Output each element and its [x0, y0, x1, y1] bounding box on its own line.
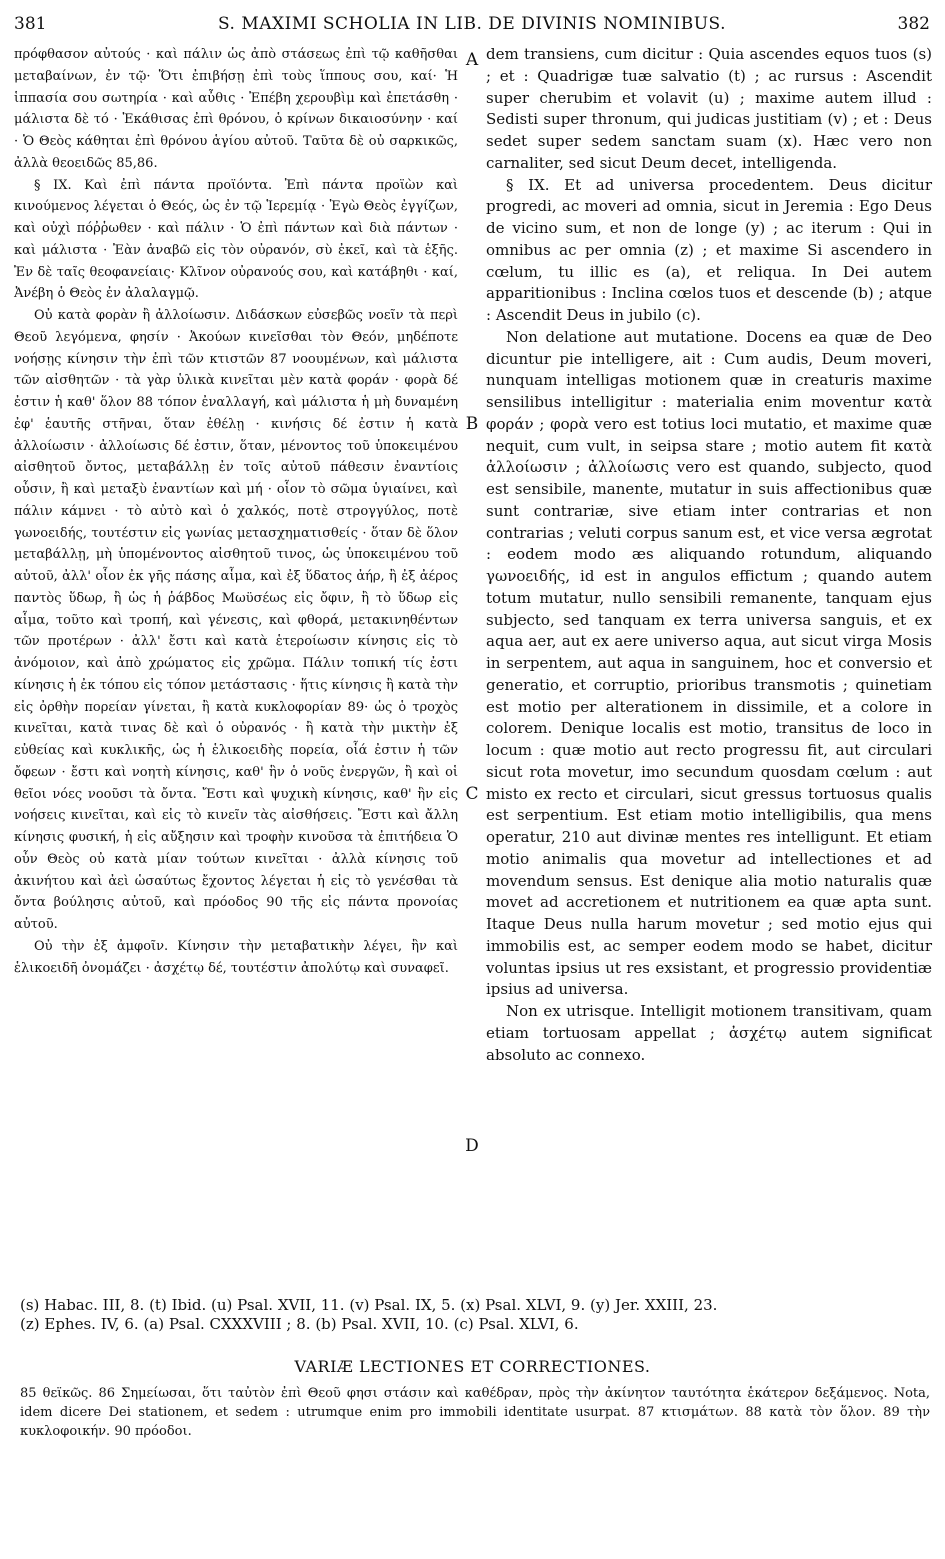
page-number-right: 382 — [897, 14, 930, 34]
margin-letter: D — [465, 1136, 479, 1156]
running-title: S. MAXIMI SCHOLIA IN LIB. DE DIVINIS NOMINIBUS. — [218, 14, 726, 34]
latin-paragraph: dem transiens, cum dicitur : Quia ascendes equos tuos (s) ; et : Quadrigæ tuæ salvatio (t) ; ac rursus : Ascendit super cherubim et volavit (u) ; maxime autem illud : Sedisti super thronum, qui judicas justitiam (v) ; et : Deus sedet super sedem sanctam suam (x). Hæc vero non carnaliter, sed sicut Deum decet, intelligenda. — [486, 45, 932, 172]
margin-letter: A — [465, 50, 479, 70]
variae-text: 85 θεϊκῶς. 86 Σημείωσαι, ὅτι ταὐτὸν ἐπὶ Θεοῦ φησι στάσιν καὶ καθέδραν, πρὸς τὴν ἀκίνητον ταυτότητα ἑκάτερον δεξάμενος. Nota, idem dicere Dei stationem, et sedem : utrumque enim pro immobili identitate usurpat. 87 κτισμάτων. 88 κατὰ τὸν ὅλον. 89 τὴν κυκλοφοικήν. 90 πρόοδοι. — [20, 1386, 930, 1439]
latin-paragraph: Non delatione aut mutatione. Docens ea quæ de Deo dicuntur pie intelligere, ait : Cum audis, Deum moveri, nunquam intelligas motionem quæ in creaturis maxime sensilibus intelligitur : materialia enim moventur κατὰ φοράν ; φορὰ vero est totius loci mutatio, et maxime quæ nequit, cum vult, in seipsa stare ; motio autem fit κατὰ ἀλλοίωσιν ; ἀλλοίωσις vero est quando, subjecto, quod est sensibile, manente, mutatur in suis affectionibus quæ sunt contrariæ, sive etiam inter contrarias et non contrarias ; veluti corpus sanum est, et vice versa ægrotat : eodem modo æs aliquando rotundum, aliquando γωνοειδής, id est in angulos effictum ; quando autem totum mutatur, nullo sensibili remanente, tanquam ejus subjecto, sed tanquam ex terra universa sanguis, et ex aqua aer, aut ex aere universo aqua, aut sicut virga Mosis in serpentem, aut aqua in sanguinem, hoc et conversio et generatio, et corruptio, prioribus transmotis ; quinetiam est motio per alterationem in dissimile, et a colore in colorem. Denique localis est motio, transitus de loco in locum : quæ motio aut recto progressu fit, aut circulari sicut rota movetur, imo secundum quosdam cœlum : aut misto ex recto et circulari, sicut gressus tortuosus qualis est serpentium. Est etiam motio intelligibilis, qua mens operatur, 210 aut divinæ mentes res intelligunt. Et etiam motio animalis qua movetur ad intellectiones et ad movendum sensus. Est denique alia motio naturalis quæ movet ad accretionem et nutritionem ea quæ apta sunt. Itaque Deus nulla harum movetur ; sed motio ejus qui immobilis est, ac semper eodem modo se habet, dicitur voluntas ipsius ut res exsistant, et progressio providentiæ ipsius ad universa. — [486, 327, 932, 999]
greek-paragraph: Οὐ τὴν ἐξ ἀμφοῖν. Κίνησιν τὴν μεταβατικὴν λέγει, ἣν καὶ ἑλικοειδῆ ὀνομάζει · ἀσχέτῳ δέ, τουτέστιν ἀπολύτῳ καὶ συναφεῖ. — [14, 938, 458, 976]
greek-paragraph: Οὐ κατὰ φορὰν ἢ ἀλλοίωσιν. Διδάσκων εὐσεβῶς νοεῖν τὰ περὶ Θεοῦ λεγόμενα, φησίν · Ἀκούων κινεῖσθαι τὸν Θεόν, μηδέποτε νοήσῃς κίνησιν τὴν ἐπὶ τῶν κτιστῶν 87 νοουμένων, καὶ μάλιστα τῶν αἰσθητῶν · τὰ γὰρ ὑλικὰ κινεῖται μὲν κατὰ φοράν · φορὰ δέ ἐστιν ἡ καθ' ὅλον 88 τόπον ἐναλλαγή, καὶ μάλιστα ἡ μὴ δυναμένη ἐφ' ἑαυτῆς στῆναι, ὅταν ἐθέλῃ · κινήσις δέ ἐστιν ἡ κατὰ ἀλλοίωσιν · ἀλλοίωσις δέ ἐστιν, ὅταν, μένοντος τοῦ ὑποκειμένου αἰσθητοῦ ὄντος, μεταβάλλῃ ἐν τοῖς αὐτοῦ πάθεσιν ἐναντίοις οὖσιν, ἢ καὶ μεταξὺ ἐναντίων καὶ μή · οἷον τὸ σῶμα ὑγιαίνει, καὶ πάλιν κάμνει · τὸ αὐτὸ καὶ ὁ χαλκός, ποτὲ στρογγύλος, ποτὲ γωνοειδής, τουτέστιν εἰς γωνίας μετασχηματισθείς · ὅταν δὲ ὅλον μεταβάλλῃ, μὴ ὑπομένοντος αἰσθητοῦ τινος, ὡς ὑποκειμένου τοῦ αὐτοῦ, ἀλλ' οἷον ἐκ γῆς πάσης αἷμα, καὶ ἐξ ὕδατος ἀήρ, ἢ ἐξ ἀέρος παντὸς ὕδωρ, ἢ ὡς ἡ ῥάβδος Μωϋσέως εἰς ὄφιν, ἢ τὸ ὕδωρ εἰς αἷμα, τοῦτο καὶ τροπή, καὶ γένεσις, καὶ φθορά, μετακινηθέντων τῶν προτέρων · ἀλλ' ἔστι καὶ κατὰ ἑτεροίωσιν κίνησις εἰς τὸ ἀνόμοιον, καὶ ἀπὸ χρώματος εἰς χρῶμα. Πάλιν τοπική τίς ἐστι κίνησις ἡ ἐκ τόπου εἰς τόπον μετάστασις · ἥτις κίνησις ἢ κατὰ τὴν εἰς ὀρθὴν πορείαν γίνεται, ἢ κατὰ κυκλοφορίαν 89· ὡς ὁ τροχὸς κινεῖται, κατὰ τινας δὲ καὶ ὁ οὐρανός · ἢ κατὰ τὴν μικτὴν ἐξ εὐθείας καὶ κυκλικῆς, ὡς ἡ ἑλικοειδὴς πορεία, οἷά ἐστιν ἡ τῶν ὄφεων · ἔστι καὶ νοητὴ κίνησις, καθ' ἣν ὁ νοῦς ἐνεργῶν, ἢ καὶ οἱ θεῖοι νόες νοοῦσι τὰ ὄντα. Ἔστι καὶ ψυχικὴ κίνησις, καθ' ἣν εἰς νοήσεις κινεῖται, καὶ εἰς τὸ κινεῖν τὰς αἰσθήσεις. Ἔστι καὶ ἄλλη κίνησις φυσική, ἡ εἰς αὔξησιν καὶ τροφὴν κινοῦσα τὰ ἐπιτήδεια Ὁ οὖν Θεὸς οὐ κατὰ μίαν τούτων κινεῖται · ἀλλὰ κίνησις τοῦ ἀκινήτου καὶ ἀεὶ ὡσαύτως ἔχοντος λέγεται ἡ εἰς τὸ γενέσθαι τὰ ὄντα βούλησις αὐτοῦ, καὶ πρόοδος 90 τῆς εἰς πάντα προνοίας αὐτοῦ. — [14, 308, 458, 932]
greek-column — [14, 44, 458, 979]
latin-paragraph: § IX. Et ad universa procedentem. Deus dicitur progredi, ac moveri ad omnia, sicut in Jeremia : Ego Deus de vicino sum, et non de longe (y) ; ac iterum : Qui in omnibus ac per omnia (z) ; et maxime Si ascendero in cœlum, tu illic es (a), et reliqua. In Dei autem apparitionibus : Inclina cœlos tuos et descende (b) ; atque : Ascendit Deus in jubilo (c). — [486, 175, 932, 324]
footnote-line: (s) Habac. III, 8. (t) Ibid. (u) Psal. XVII, 11. (v) Psal. IX, 5. (x) Psal. XLVI, 9. (y) Jer. XXIII, 23. — [20, 1296, 718, 1314]
footnote-line: (z) Ephes. IV, 6. (a) Psal. CXXXVIII ; 8. (b) Psal. XVII, 10. (c) Psal. XLVI, 6. — [20, 1315, 579, 1333]
footnotes — [20, 1296, 930, 1334]
latin-column — [486, 44, 932, 1066]
page-number-left: 381 — [14, 14, 47, 34]
greek-paragraph: § IX. Καὶ ἐπὶ πάντα προϊόντα. Ἐπὶ πάντα προϊὼν καὶ κινούμενος λέγεται ὁ Θεός, ὡς ἐν τῷ Ἱερεμίᾳ · Ἐγὼ Θεὸς ἐγγίζων, καὶ οὐχὶ πόῤῥωθεν · καὶ πάλιν · Ὁ ἐπὶ πάντων καὶ διὰ πάντων · καὶ μάλιστα · Ἐὰν ἀναβῶ εἰς τὸν οὐρανόν, σὺ ἐκεῖ, καὶ τὰ ἑξῆς. Ἐν δὲ ταῖς θεοφανείαις· Κλῖνον οὐρανούς σου, καὶ κατάβηθι · καί, Ἀνέβη ὁ Θεὸς ἐν ἀλαλαγμῷ. — [14, 177, 458, 302]
margin-letter: C — [465, 784, 479, 804]
margin-letter: B — [465, 414, 479, 434]
variae-title: VARIÆ LECTIONES ET CORRECTIONES. — [294, 1357, 651, 1376]
greek-paragraph: πρόφθασον αὐτούς · καὶ πάλιν ὡς ἀπὸ στάσεως ἐπὶ τῷ καθῆσθαι μεταβαίνων, ἐν τῷ· Ὅτι ἐπιβήσῃ ἐπὶ τοὺς ἵππους σου, καί· Ἡ ἱππασία σου σωτηρία · καὶ αὖθις · Ἐπέβη χερουβὶμ καὶ ἐπετάσθη · μάλιστα δὲ τό · Ἐκάθισας ἐπὶ θρόνου, ὁ κρίνων δικαιοσύνην · καί · Ὁ Θεὸς κάθηται ἐπὶ θρόνου ἁγίου αὐτοῦ. Ταῦτα δὲ οὐ σαρκικῶς, ἀλλὰ θεοειδῶς 85,86. — [14, 47, 458, 171]
latin-paragraph: Non ex utrisque. Intelligit motionem transitivam, quam etiam tortuosam appellat ; ἀσχέτῳ autem significat absoluto ac connexo. — [486, 1002, 932, 1064]
